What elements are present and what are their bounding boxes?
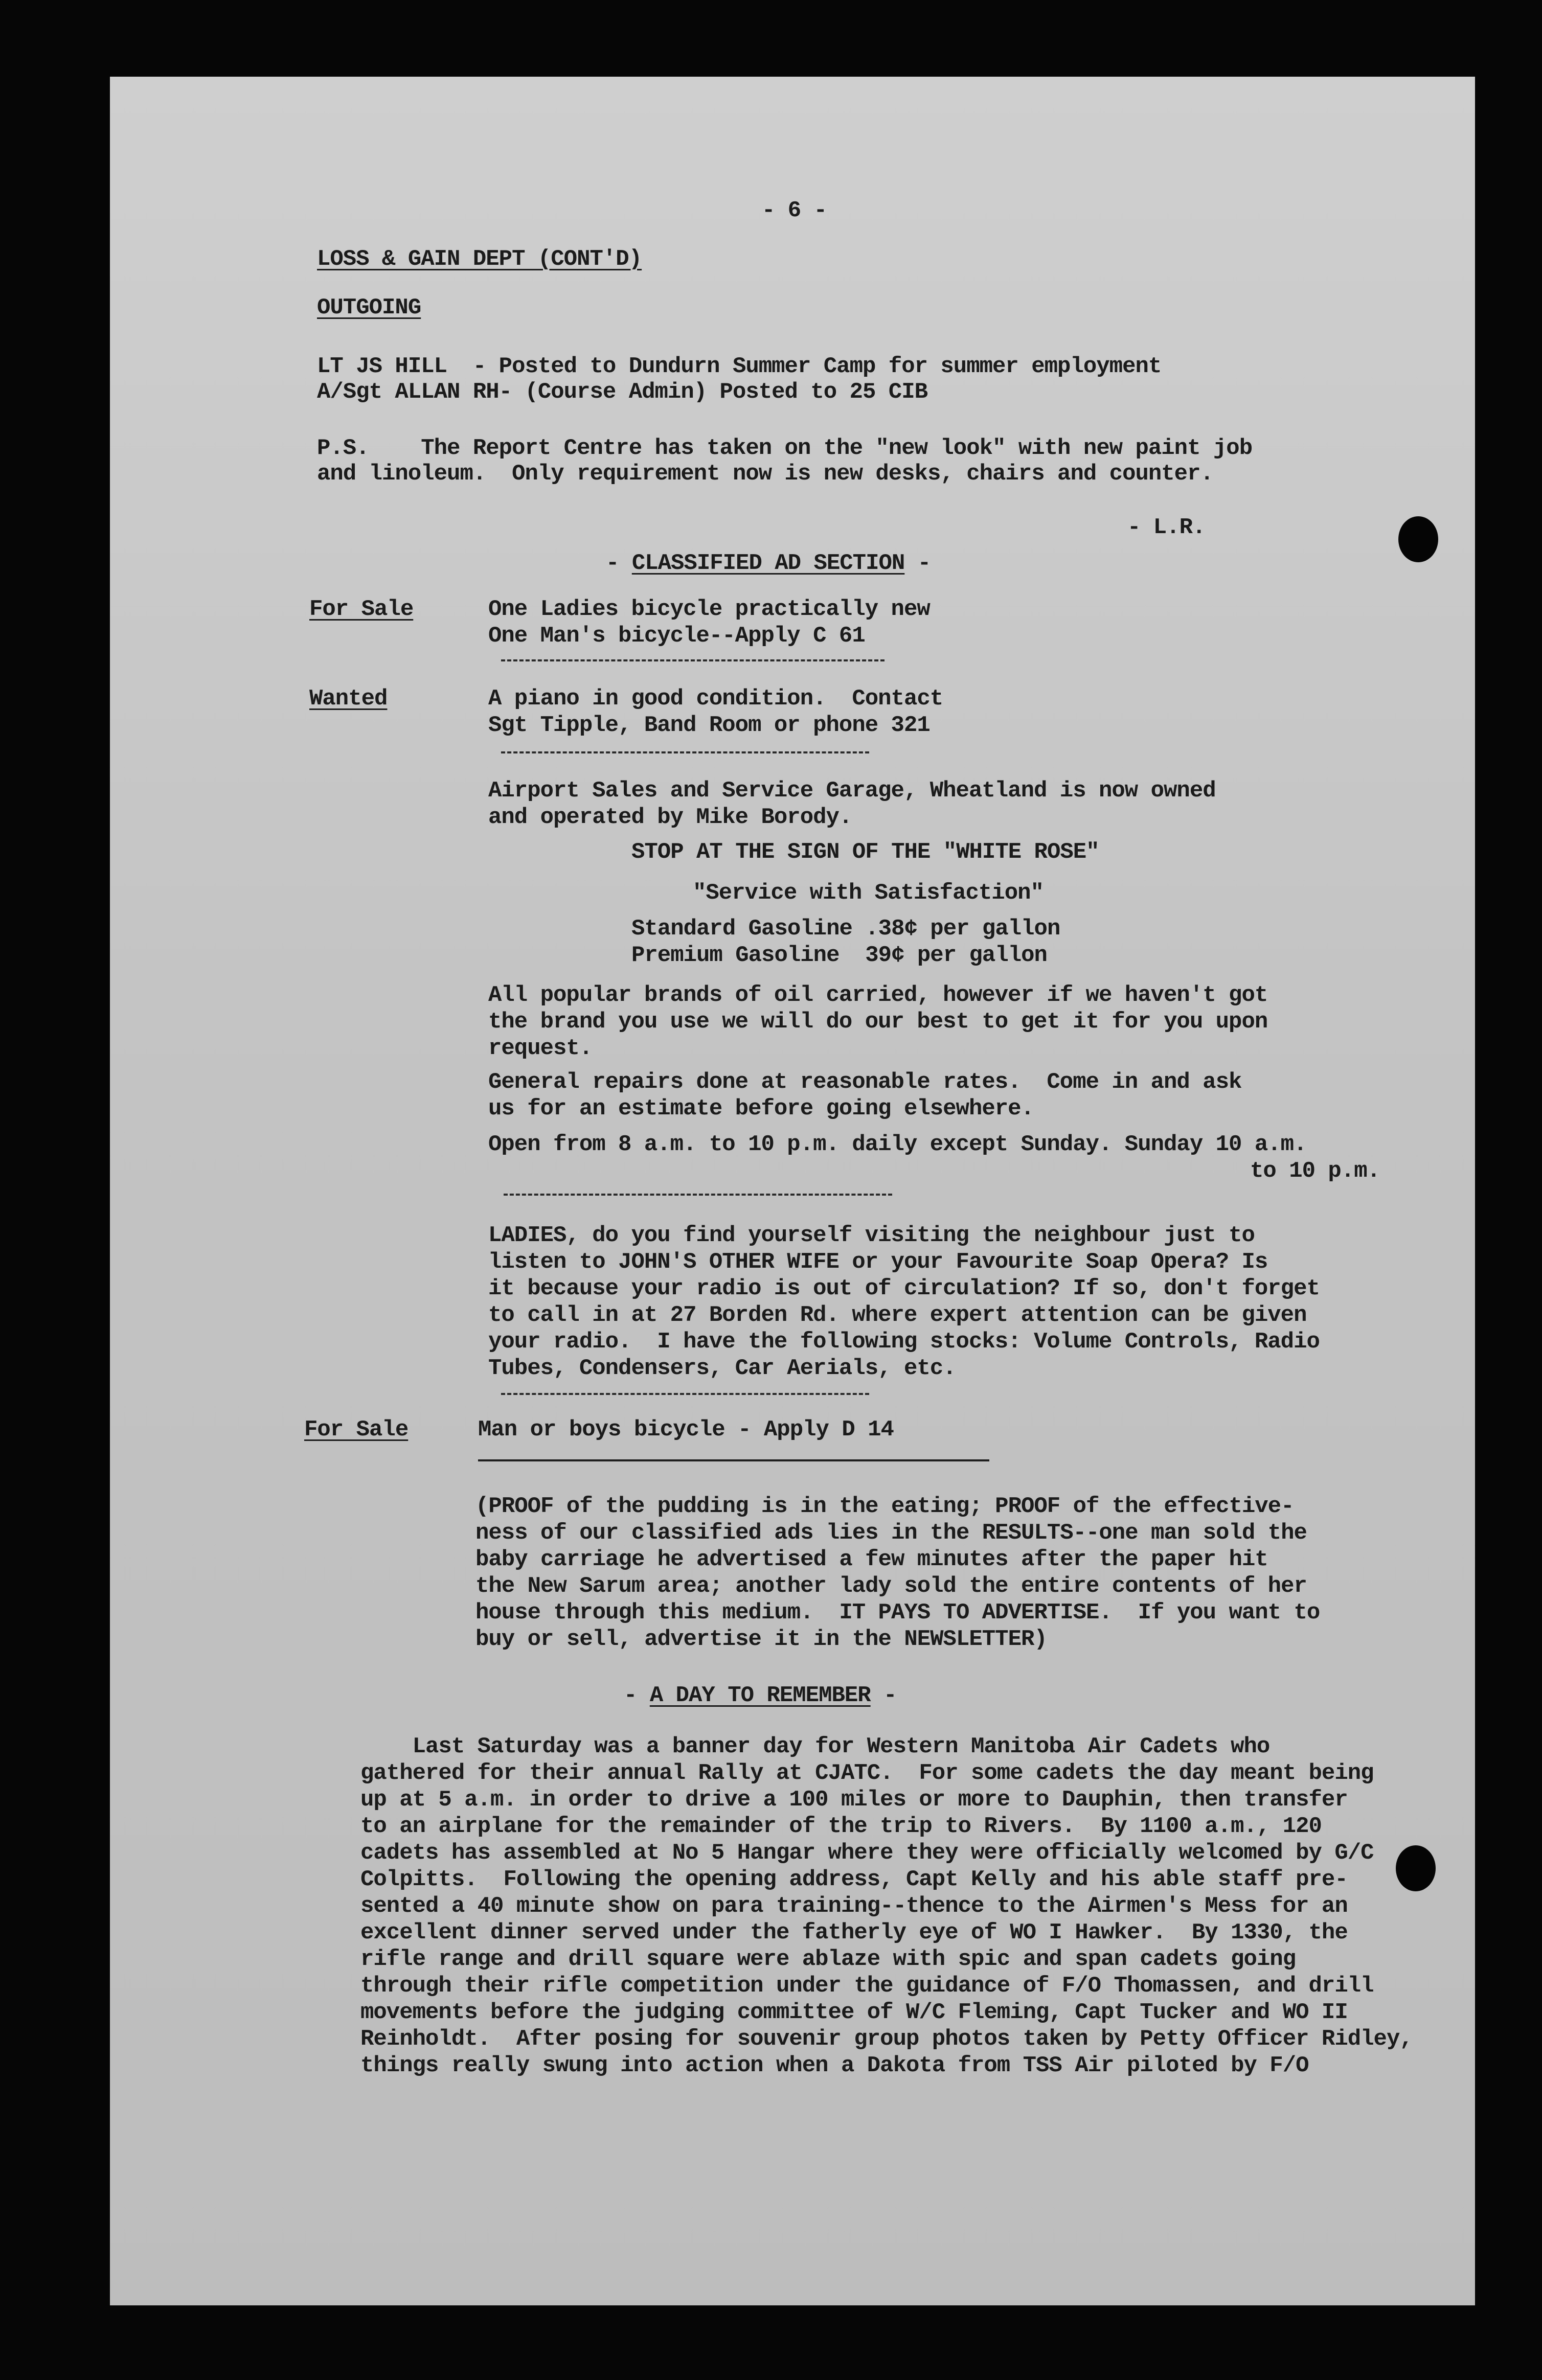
signature: - L.R. (1127, 515, 1206, 540)
ad-line: General repairs done at reasonable rates. Come in and ask (488, 1069, 1242, 1095)
ad-line: All popular brands of oil carried, however if we haven't got (488, 982, 1268, 1008)
ad-line: listen to JOHN'S OTHER WIFE or your Favourite Soap Opera? Is (488, 1249, 1268, 1275)
document-page (110, 77, 1475, 2305)
dashed-separator (501, 659, 885, 661)
ad-line: One Ladies bicycle practically new (488, 597, 930, 622)
subheading-outgoing: OUTGOING (317, 295, 421, 321)
ad-line: Sgt Tipple, Band Room or phone 321 (488, 713, 930, 738)
proof-line: ness of our classified ads lies in the RESULTS--one man sold the (475, 1520, 1307, 1546)
article-line: things really swung into action when a Dakota from TSS Air piloted by F/O (360, 2053, 1309, 2078)
posting-line: A/Sgt ALLAN RH- (Course Admin) Posted to 25 CIB (317, 379, 928, 405)
garage-slogan: "Service with Satisfaction" (693, 880, 1044, 906)
ps-line: P.S. The Report Centre has taken on the "new look" with new paint job (317, 436, 1253, 461)
article-line: Reinholdt. After posing for souvenir group photos taken by Petty Officer Ridley, (360, 2026, 1413, 2052)
article-line: gathered for their annual Rally at CJATC. For some cadets the day meant being (360, 1760, 1374, 1786)
garage-sign: STOP AT THE SIGN OF THE "WHITE ROSE" (631, 839, 1099, 865)
price-line: Standard Gasoline .38¢ per gallon (631, 916, 1060, 942)
posting-line: LT JS HILL - Posted to Dundurn Summer Camp for summer employment (317, 354, 1162, 379)
ad-line: Airport Sales and Service Garage, Wheatland is now owned (488, 778, 1216, 804)
article-line: movements before the judging committee of W/C Fleming, Capt Tucker and WO II (360, 2000, 1348, 2025)
classified-heading: - CLASSIFIED AD SECTION - (606, 551, 931, 576)
article-line: Colpitts. Following the opening address, Capt Kelly and his able staff pre- (360, 1867, 1348, 1892)
ad-line: to 10 p.m. (1250, 1158, 1380, 1184)
proof-line: (PROOF of the pudding is in the eating; PROOF of the effective- (475, 1494, 1294, 1519)
binder-hole-bottom (1396, 1845, 1436, 1891)
proof-line: the New Sarum area; another lady sold the entire contents of her (475, 1573, 1307, 1599)
label-for-sale: For Sale (309, 597, 414, 622)
ad-line: and operated by Mike Borody. (488, 805, 852, 830)
label-for-sale: For Sale (304, 1417, 409, 1443)
ad-line: A piano in good condition. Contact (488, 686, 943, 712)
dashed-separator (504, 1194, 892, 1196)
proof-line: buy or sell, advertise it in the NEWSLETTER) (475, 1627, 1047, 1652)
solid-separator (478, 1459, 989, 1461)
article-line: rifle range and drill square were ablaze with spic and span cadets going (360, 1947, 1296, 1972)
ad-line: it because your radio is out of circulation? If so, don't forget (488, 1276, 1320, 1301)
ad-line: LADIES, do you find yourself visiting the neighbour just to (488, 1223, 1255, 1248)
ad-line: the brand you use we will do our best to get it for you upon (488, 1009, 1268, 1035)
article-line: excellent dinner served under the fatherly eye of WO I Hawker. By 1330, the (360, 1920, 1348, 1946)
ad-line: Tubes, Condensers, Car Aerials, etc. (488, 1356, 956, 1381)
ad-line: us for an estimate before going elsewhere. (488, 1096, 1034, 1122)
dashed-separator (501, 751, 869, 753)
section-heading-loss-gain: LOSS & GAIN DEPT (CONT'D) (317, 246, 642, 272)
article-line: up at 5 a.m. in order to drive a 100 miles or more to Dauphin, then transfer (360, 1787, 1348, 1813)
ad-line: to call in at 27 Borden Rd. where expert attention can be given (488, 1302, 1307, 1328)
ad-line: request. (488, 1036, 593, 1061)
dashed-separator (501, 1393, 869, 1395)
article-line: cadets has assembled at No 5 Hangar where they were officially welcomed by G/C (360, 1840, 1374, 1866)
article-line: Last Saturday was a banner day for Western Manitoba Air Cadets who (360, 1734, 1270, 1759)
binder-hole-top (1398, 516, 1438, 562)
ad-line: One Man's bicycle--Apply C 61 (488, 623, 865, 649)
article-line: through their rifle competition under the guidance of F/O Thomassen, and drill (360, 1973, 1374, 1999)
ad-line: Open from 8 a.m. to 10 p.m. daily except Sunday. Sunday 10 a.m. (488, 1132, 1307, 1157)
ad-line: Man or boys bicycle - Apply D 14 (478, 1417, 894, 1443)
ps-line: and linoleum. Only requirement now is new desks, chairs and counter. (317, 461, 1213, 487)
label-wanted: Wanted (309, 686, 388, 712)
price-line: Premium Gasoline 39¢ per gallon (631, 943, 1047, 968)
section-heading-day-to-remember: - A DAY TO REMEMBER - (624, 1683, 897, 1708)
proof-line: house through this medium. IT PAYS TO ADVERTISE. If you want to (475, 1600, 1320, 1626)
page-number: - 6 - (762, 198, 827, 223)
ad-line: your radio. I have the following stocks: Volume Controls, Radio (488, 1329, 1320, 1355)
article-line: to an airplane for the remainder of the trip to Rivers. By 1100 a.m., 120 (360, 1814, 1322, 1839)
article-line: sented a 40 minute show on para training--thence to the Airmen's Mess for an (360, 1893, 1348, 1919)
proof-line: baby carriage he advertised a few minutes after the paper hit (475, 1547, 1268, 1572)
